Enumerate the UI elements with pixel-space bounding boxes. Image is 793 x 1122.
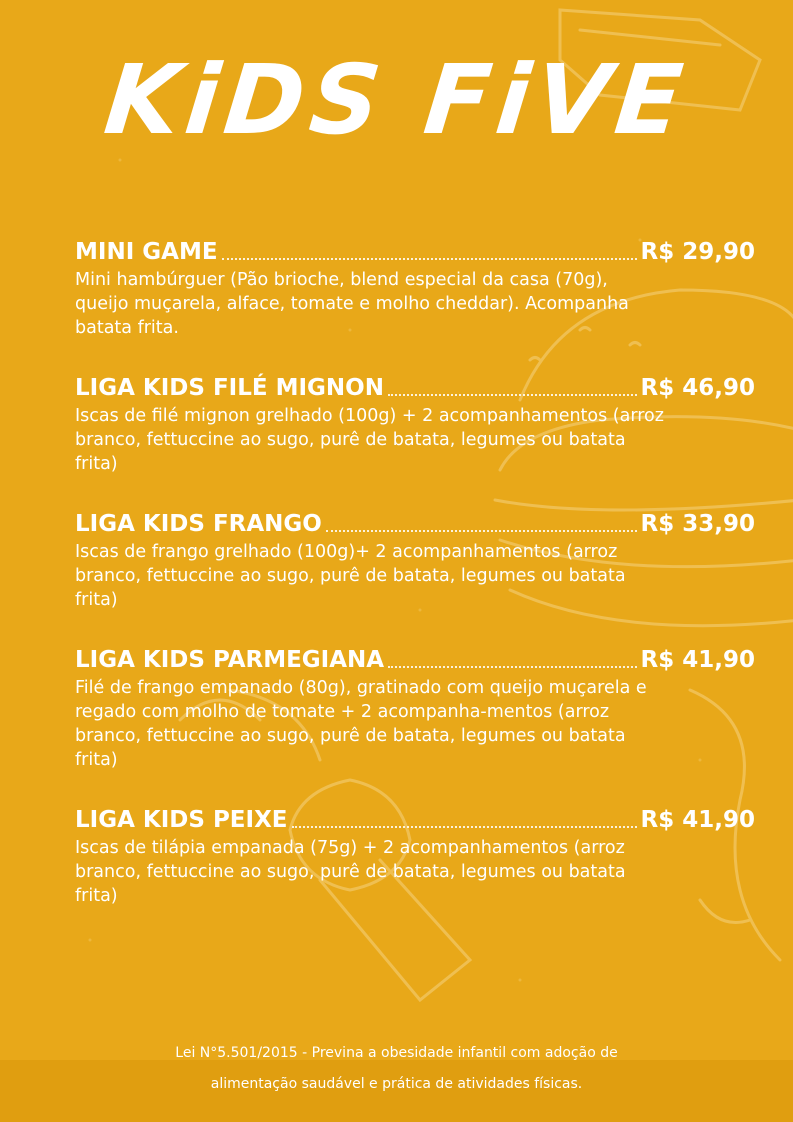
dot-leader — [388, 393, 637, 396]
menu-item-name: LIGA KIDS PEIXE — [75, 807, 288, 833]
menu-item-description: Iscas de tilápia empanada (75g) + 2 acompanhamentos (arroz branco, fettuccine ao sugo, purê de batata, legumes ou batata frita) — [75, 838, 626, 906]
menu-item-description: Mini hambúrguer (Pão brioche, blend especial da casa (70g), queijo muçarela, alface, tomate e molho cheddar). Acompanha batata frita. — [75, 270, 629, 338]
menu-item-description: Iscas de frango grelhado (100g)+ 2 acompanhamentos (arroz branco, fettuccine ao sugo, purê de batata, legumes ou batata frita) — [75, 542, 626, 610]
legal-notice-line-1: Lei N°5.501/2015 - Previna a obesidade infantil com adoção de — [175, 1045, 618, 1061]
menu-title: KiDS FiVE — [99, 44, 694, 156]
menu-item-header — [75, 806, 755, 834]
menu-item — [75, 806, 755, 908]
legal-notice-line-2: alimentação saudável e prática de atividades físicas. — [210, 1076, 583, 1092]
menu-item-price: R$ 41,90 — [640, 647, 755, 673]
dot-leader — [222, 257, 637, 260]
menu-item — [75, 646, 755, 772]
menu-item — [75, 238, 755, 340]
menu-item-price: R$ 46,90 — [640, 375, 755, 401]
menu-item-name: LIGA KIDS PARMEGIANA — [75, 647, 385, 673]
menu-item — [75, 374, 755, 476]
dot-leader — [326, 529, 637, 532]
menu-item — [75, 510, 755, 612]
menu-item-header — [75, 646, 755, 674]
menu-item-name: MINI GAME — [75, 239, 218, 265]
menu-item-price: R$ 33,90 — [640, 511, 755, 537]
menu-items — [75, 238, 755, 942]
menu-item-header — [75, 374, 755, 402]
menu-item-name: LIGA KIDS FILÉ MIGNON — [75, 375, 384, 401]
menu-item-header — [75, 510, 755, 538]
menu-item-name: LIGA KIDS FRANGO — [75, 511, 322, 537]
menu-item-description: Filé de frango empanado (80g), gratinado com queijo muçarela e regado com molho de tomate + 2 acompanha-mentos (arroz branco, fettuccine ao sugo, purê de batata, legumes ou batata frita) — [75, 678, 647, 770]
dot-leader — [388, 665, 636, 668]
dot-leader — [292, 825, 637, 828]
menu-item-price: R$ 29,90 — [640, 239, 755, 265]
menu-item-description: Iscas de filé mignon grelhado (100g) + 2 acompanhamentos (arroz branco, fettuccine ao sugo, purê de batata, legumes ou batata frita) — [75, 406, 664, 474]
menu-item-header — [75, 238, 755, 266]
menu-item-price: R$ 41,90 — [640, 807, 755, 833]
